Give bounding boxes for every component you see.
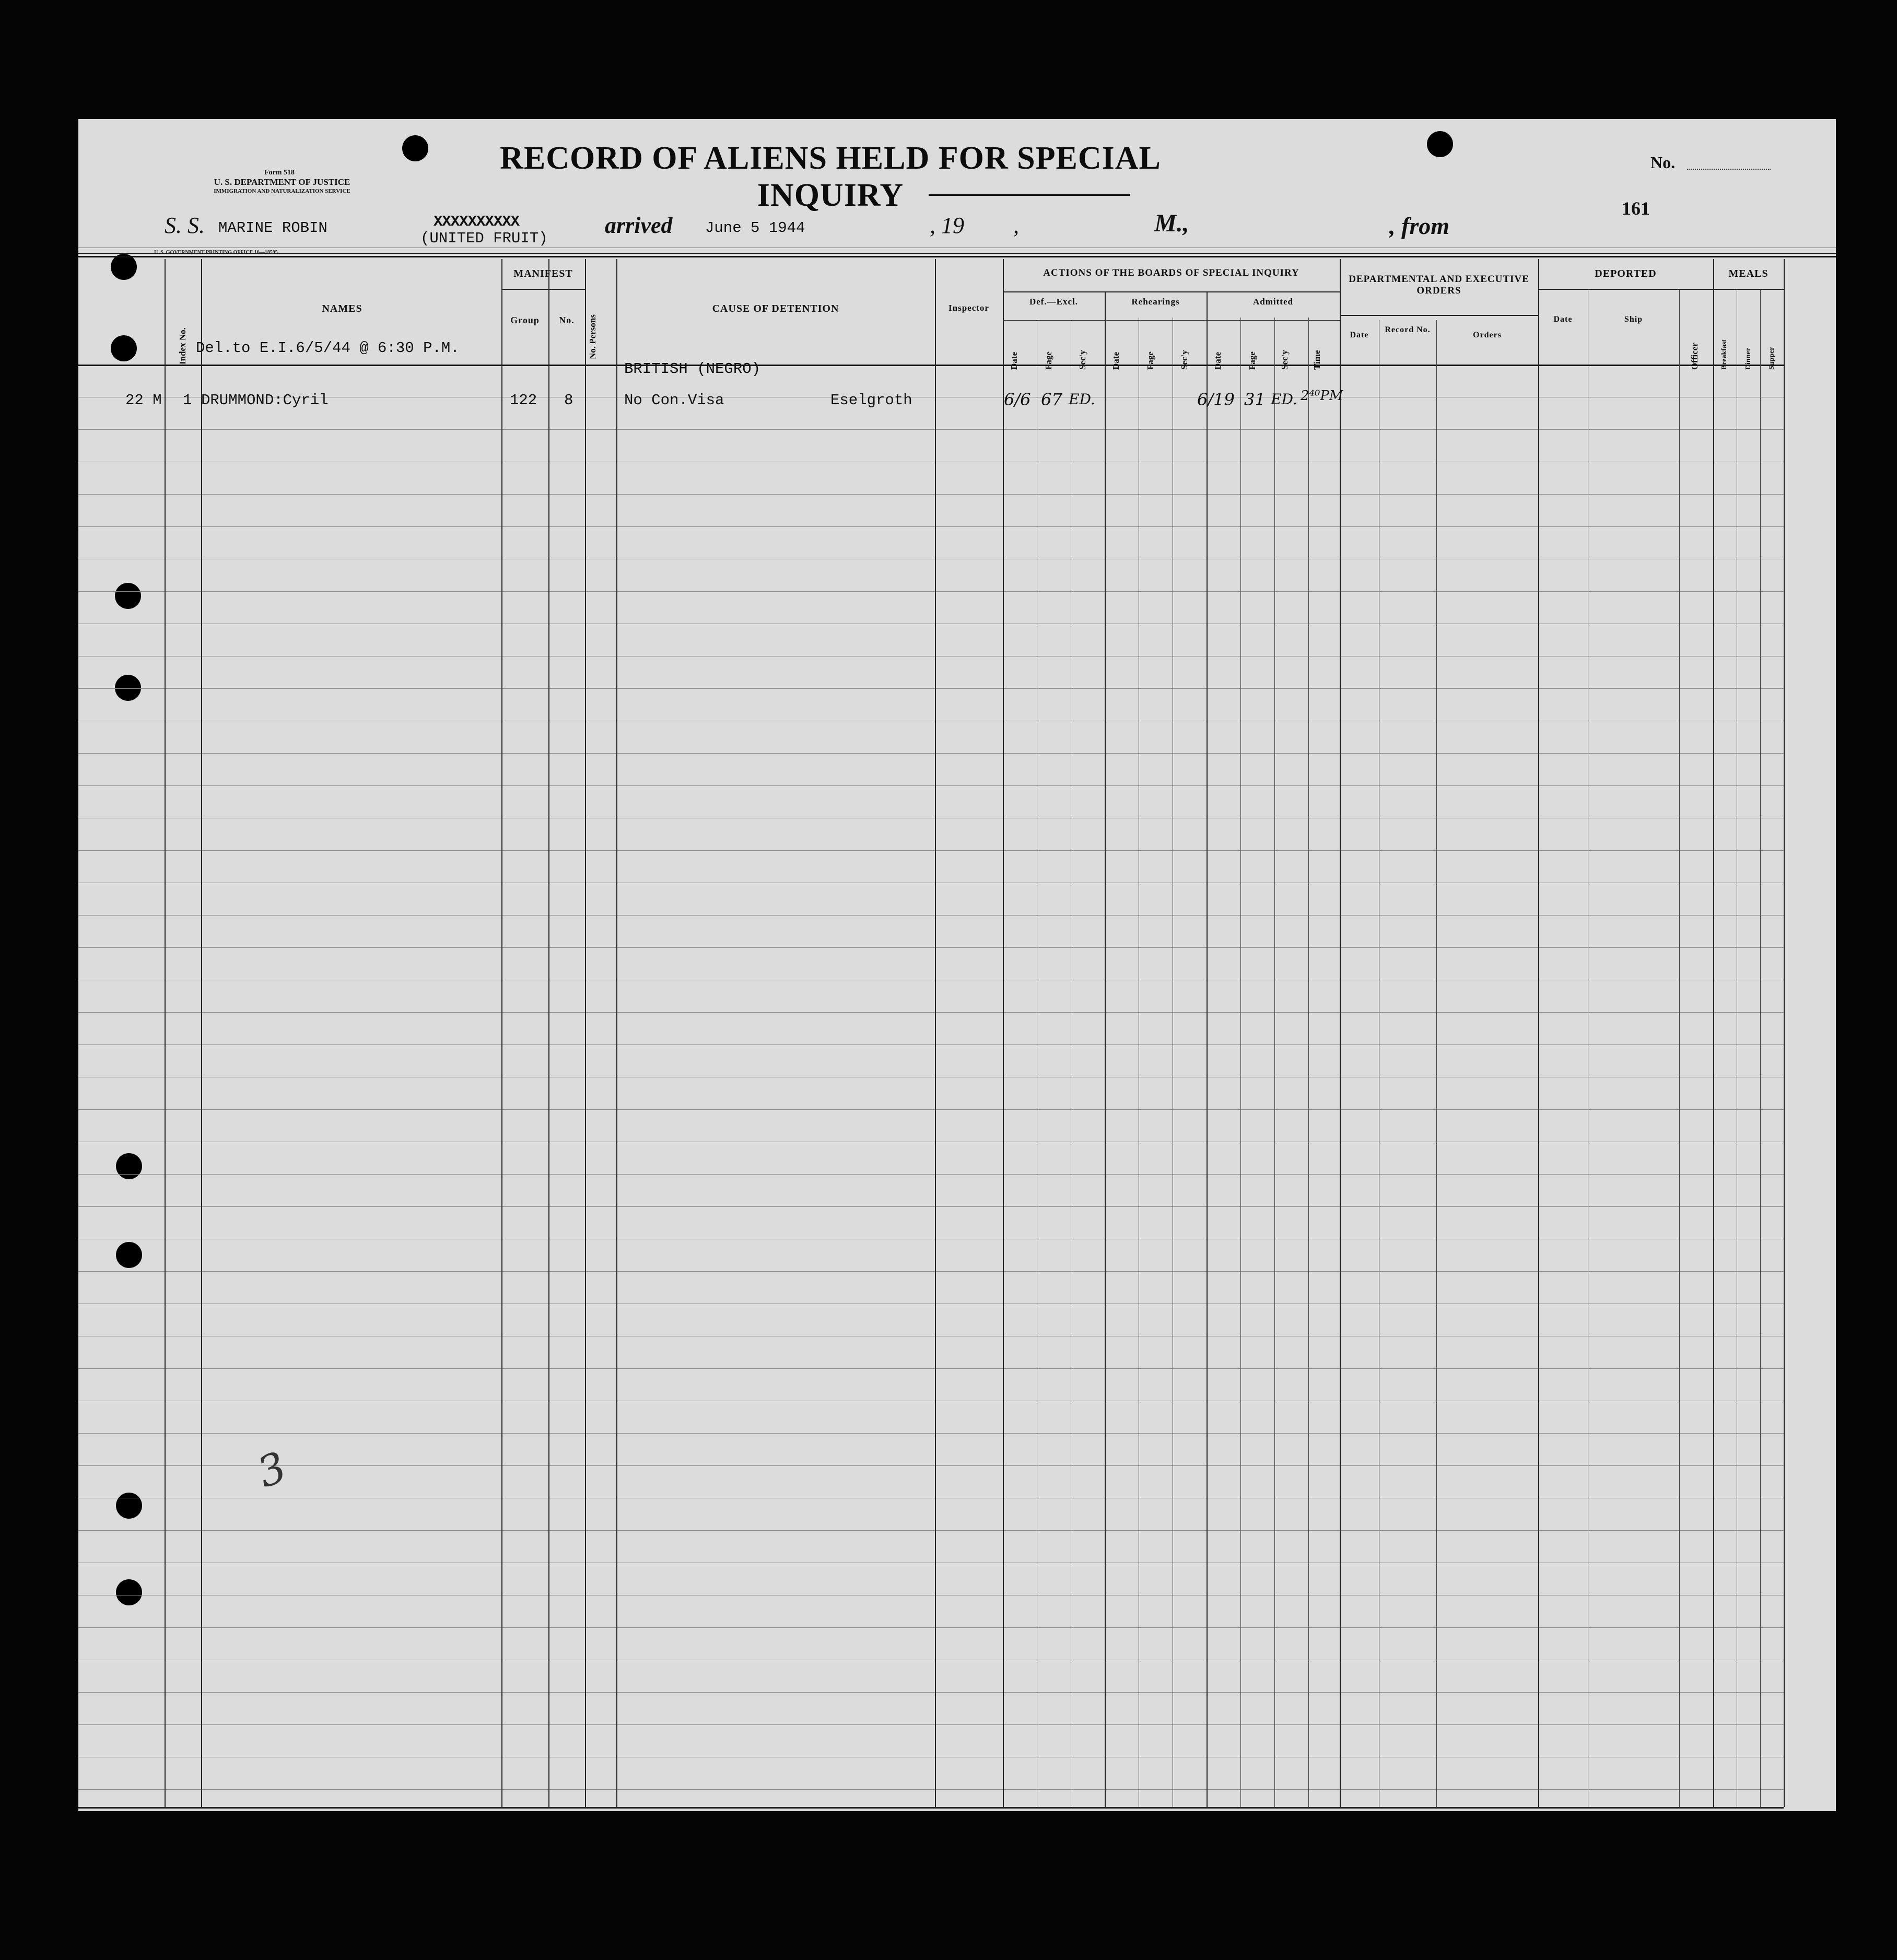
record-sheet bbox=[78, 119, 1836, 1811]
header-reh-secy: Sec'y bbox=[1179, 350, 1189, 370]
delivered-note: Del.to E.I.6/5/44 @ 6:30 P.M. bbox=[196, 339, 460, 357]
ship-name: MARINE ROBIN bbox=[218, 219, 327, 237]
header-orders: Orders bbox=[1473, 331, 1502, 339]
grid-rule bbox=[1340, 315, 1538, 316]
header-breakfast: Breakfast bbox=[1720, 339, 1728, 370]
header-names: NAMES bbox=[322, 303, 362, 314]
entry-cause: No Con.Visa bbox=[624, 392, 724, 409]
entry-def-secy: ED. bbox=[1069, 391, 1095, 408]
title-underline bbox=[929, 194, 1130, 196]
grid-rule bbox=[78, 1627, 1784, 1628]
number-line bbox=[1687, 169, 1771, 170]
header-adm-date: Date bbox=[1213, 352, 1223, 370]
entry-name: DRUMMOND:Cyril bbox=[201, 392, 329, 409]
entry-def-page: 67 bbox=[1041, 390, 1062, 409]
sheet-number: 161 bbox=[1622, 198, 1650, 219]
grid-rule bbox=[78, 526, 1784, 527]
header-dept-orders: DEPARTMENTAL AND EXECUTIVE ORDERS bbox=[1349, 274, 1529, 296]
entry-age-sex: 22 M bbox=[125, 392, 162, 409]
punch-hole bbox=[115, 675, 141, 701]
grid-rule bbox=[1207, 291, 1208, 1807]
grid-rule bbox=[1003, 291, 1340, 292]
punch-hole bbox=[116, 1242, 142, 1268]
department-name: U. S. DEPARTMENT OF JUSTICE bbox=[214, 177, 350, 187]
entry-manifest-no: 8 bbox=[564, 392, 573, 409]
grid-rule bbox=[1240, 318, 1241, 1807]
header-rehearings: Rehearings bbox=[1131, 297, 1180, 307]
grid-rule bbox=[1340, 259, 1341, 1807]
header-meals: MEALS bbox=[1728, 268, 1769, 279]
grid-rule bbox=[78, 1368, 1784, 1369]
grid-rule bbox=[78, 1433, 1784, 1434]
grid-rule bbox=[585, 259, 586, 1807]
grid-rule bbox=[616, 259, 617, 1807]
grid-rule bbox=[78, 1044, 1784, 1045]
form-number: Form 518 bbox=[264, 169, 295, 177]
grid-rule bbox=[78, 494, 1784, 495]
grid-rule bbox=[1679, 289, 1680, 1807]
grid-rule bbox=[165, 259, 166, 1807]
grid-rule bbox=[1784, 259, 1785, 1807]
grid-rule bbox=[78, 947, 1784, 948]
entry-adm-secy: ED. bbox=[1271, 391, 1297, 408]
header-index-no: Index No. bbox=[178, 327, 188, 365]
header-inspector: Inspector bbox=[949, 303, 989, 313]
header-def-excl: Def.—Excl. bbox=[1029, 297, 1079, 307]
header-def-secy: Sec'y bbox=[1078, 350, 1087, 370]
arrival-date: June 5 1944 bbox=[705, 219, 805, 237]
grid-rule bbox=[78, 753, 1784, 754]
grid-rule bbox=[935, 259, 936, 1807]
grid-rule bbox=[1003, 320, 1340, 321]
grid-rule bbox=[78, 1109, 1784, 1110]
line-struck: XXXXXXXXXX bbox=[434, 213, 520, 230]
grid-rule bbox=[1538, 289, 1784, 290]
arrived-label: arrived bbox=[605, 213, 673, 238]
year-label: , 19 bbox=[930, 213, 964, 238]
comma-separator: , bbox=[1013, 213, 1019, 238]
entry-adm-date: 6/19 bbox=[1197, 390, 1235, 409]
meridiem-label: M., bbox=[1154, 209, 1189, 237]
punch-hole bbox=[116, 1579, 142, 1605]
shipping-line: (UNITED FRUIT) bbox=[420, 230, 548, 247]
header-manifest: MANIFEST bbox=[513, 268, 573, 279]
header-cause-of-detention: CAUSE OF DETENTION bbox=[712, 303, 839, 314]
grid-rule bbox=[78, 365, 1784, 366]
entry-group: 122 bbox=[510, 392, 537, 409]
punch-hole bbox=[111, 254, 137, 280]
grid-rule bbox=[78, 1174, 1784, 1175]
page-title: RECORD OF ALIENS HELD FOR SPECIAL INQUIRY bbox=[500, 140, 1161, 213]
header-admitted: Admitted bbox=[1253, 297, 1293, 307]
margin-mark: 3 bbox=[251, 1442, 293, 1497]
grid-rule bbox=[78, 256, 1836, 257]
grid-rule bbox=[501, 259, 502, 1807]
grid-rule bbox=[1274, 318, 1275, 1807]
from-label: , from bbox=[1389, 213, 1449, 239]
grid-rule bbox=[78, 1465, 1784, 1466]
header-record-no: Record No. bbox=[1385, 325, 1431, 334]
header-supper: Supper bbox=[1768, 347, 1776, 370]
grid-rule bbox=[1713, 259, 1714, 1807]
grid-rule bbox=[201, 259, 202, 1807]
grid-rule bbox=[1538, 259, 1539, 1807]
header-reh-date: Date bbox=[1111, 352, 1121, 370]
punch-hole bbox=[116, 1493, 142, 1519]
grid-rule bbox=[1760, 289, 1761, 1807]
header-dep-date: Date bbox=[1553, 315, 1573, 324]
punch-hole bbox=[115, 583, 141, 609]
header-reh-page: Page bbox=[1145, 351, 1155, 370]
grid-rule bbox=[78, 915, 1784, 916]
grid-rule bbox=[501, 289, 585, 290]
ss-label: S. S. bbox=[165, 213, 205, 238]
entry-def-date: 6/6 bbox=[1004, 390, 1031, 409]
grid-rule bbox=[78, 1271, 1784, 1272]
grid-rule bbox=[78, 1530, 1784, 1531]
grid-rule bbox=[1003, 259, 1004, 1807]
punch-hole bbox=[1427, 131, 1453, 157]
entry-adm-page: 31 bbox=[1244, 390, 1266, 409]
entry-adm-time: 2⁴⁰PM bbox=[1301, 388, 1343, 404]
header-adm-secy: Sec'y bbox=[1280, 350, 1290, 370]
header-dept-date: Date bbox=[1350, 331, 1369, 339]
header-group: Group bbox=[510, 315, 540, 325]
header-deported: DEPORTED bbox=[1595, 268, 1657, 279]
grid-rule bbox=[548, 259, 549, 1807]
grid-rule bbox=[1308, 318, 1309, 1807]
grid-rule bbox=[78, 1012, 1784, 1013]
grid-rule bbox=[1436, 320, 1437, 1807]
header-def-page: Page bbox=[1044, 351, 1053, 370]
entry-inspector: Eselgroth bbox=[830, 392, 912, 409]
punch-hole bbox=[111, 335, 137, 361]
entry-index: 1 bbox=[183, 392, 192, 409]
grid-rule bbox=[78, 1807, 1784, 1809]
header-def-date: Date bbox=[1009, 352, 1019, 370]
header-dinner: Dinner bbox=[1744, 348, 1752, 370]
grid-rule bbox=[78, 850, 1784, 851]
header-no-persons: No. Persons bbox=[588, 314, 598, 359]
header-manifest-no: No. bbox=[559, 315, 575, 325]
grid-rule bbox=[78, 1692, 1784, 1693]
header-adm-page: Page bbox=[1247, 351, 1257, 370]
grid-rule bbox=[78, 1724, 1784, 1725]
number-label: No. bbox=[1650, 153, 1676, 172]
printing-office: U. S. GOVERNMENT PRINTING OFFICE 16—18595 bbox=[154, 250, 278, 255]
service-name: IMMIGRATION AND NATURALIZATION SERVICE bbox=[214, 188, 350, 194]
header-officer: Officer bbox=[1690, 343, 1700, 370]
header-dep-ship: Ship bbox=[1624, 315, 1643, 324]
grid-rule bbox=[78, 785, 1784, 786]
grid-rule bbox=[78, 688, 1784, 689]
grid-rule bbox=[1105, 291, 1106, 1807]
grid-rule bbox=[78, 1206, 1784, 1207]
grid-rule bbox=[78, 429, 1784, 430]
grid-rule bbox=[78, 1789, 1784, 1790]
grid-rule bbox=[78, 591, 1784, 592]
header-actions: ACTIONS OF THE BOARDS OF SPECIAL INQUIRY bbox=[1043, 267, 1299, 278]
punch-hole bbox=[116, 1153, 142, 1179]
nationality-note: BRITISH (NEGRO) bbox=[624, 360, 761, 378]
grid-rule bbox=[78, 253, 1836, 254]
punch-hole bbox=[402, 135, 428, 161]
header-adm-time: Time bbox=[1312, 350, 1322, 370]
